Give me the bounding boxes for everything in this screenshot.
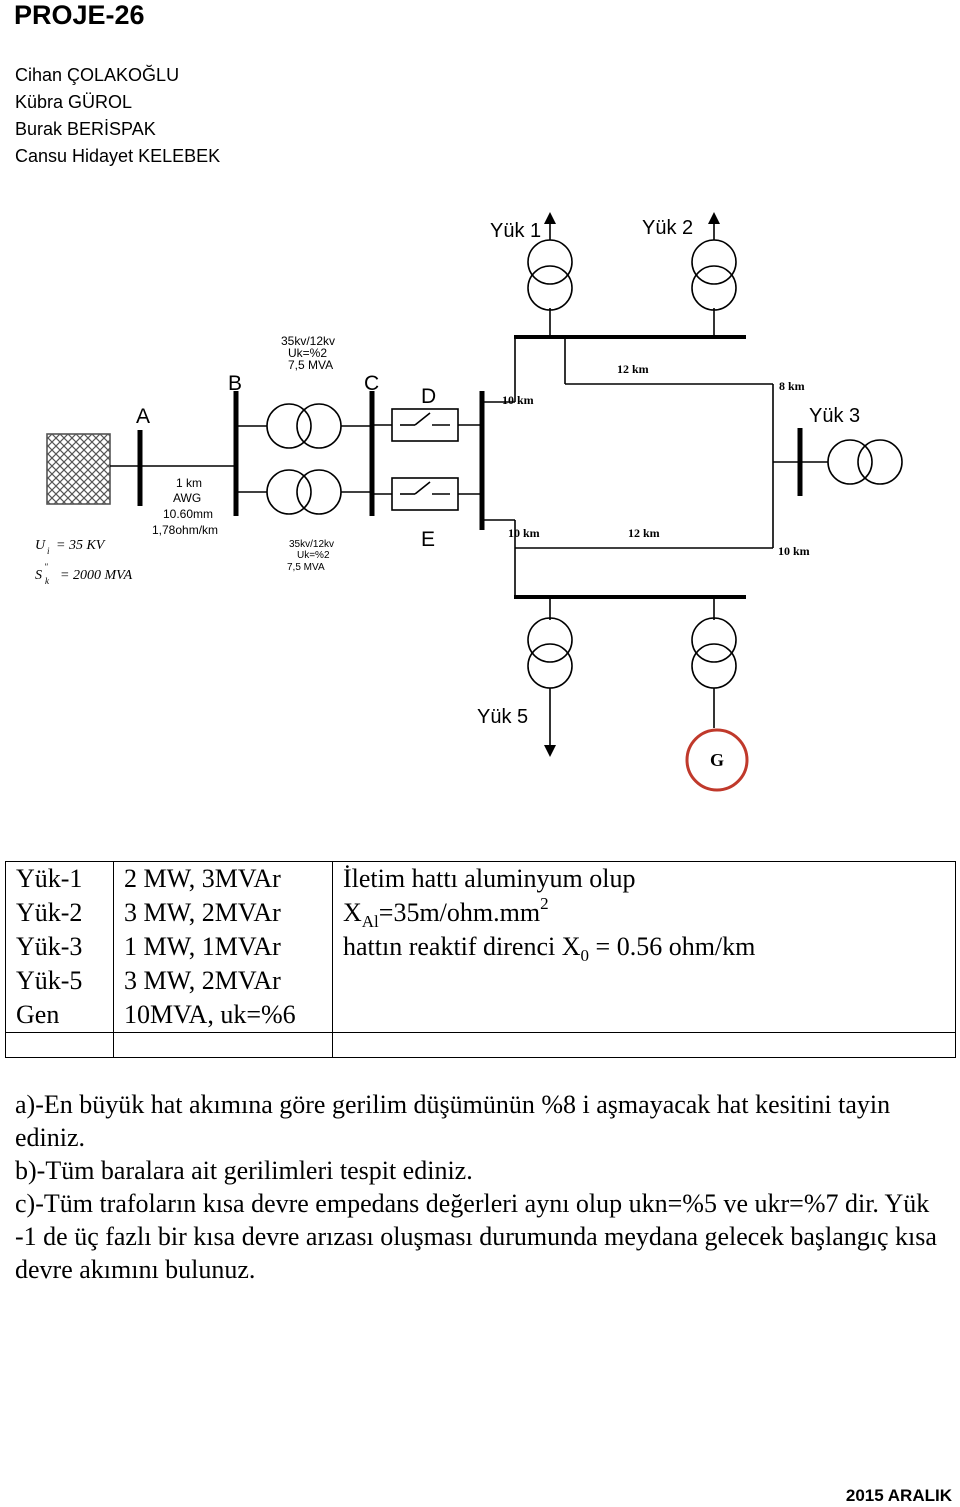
distance-label: 10 km (778, 544, 810, 558)
question-c: c)-Tüm trafoların kısa devre empedans değerleri aynı olup ukn=%5 ve ukr=%7 dir. Yük -1 de üç fazlı bir kısa devre arızası oluşması durumunda meydana gelecek başlangıç kısa devre akımını bulunuz. (15, 1189, 937, 1284)
note-line: İletim hattı aluminyum olup (343, 864, 636, 893)
note-line: hattın reaktif direnci $X_0 = 0.56$ ohm/km (343, 932, 756, 965)
source-power-sub: k (45, 576, 49, 586)
load-label-yuk5: Yük 5 (477, 706, 529, 728)
line-ab-diameter: 10.60mm (163, 507, 214, 521)
footer-date: 2015 ARALIK (845, 1486, 952, 1505)
trafo-top-power: 7,5 MVA (288, 358, 334, 372)
line-ab-length: 1 km (176, 476, 203, 490)
load-value-column (114, 862, 333, 1033)
trafo-bottom-power: 7,5 MVA (287, 562, 325, 573)
trafo-top-uk: Uk=%2 (288, 346, 328, 360)
load-value: 3 MW, 2MVAr (124, 966, 281, 995)
bus-label-b: B (228, 372, 243, 395)
line-note (333, 862, 956, 1033)
load-name: Yük-5 (16, 966, 83, 995)
bus-label-e: E (421, 528, 436, 551)
load-label-yuk1: Yük 1 (490, 220, 542, 242)
source-power-sup: " (44, 562, 48, 572)
load-value: 2 MW, 3MVAr (124, 864, 281, 893)
line-ab-resistance: 1,78ohm/km (152, 523, 219, 537)
generator-label: G (709, 750, 725, 770)
distance-label: 12 km (628, 526, 660, 540)
arrow-icon (544, 745, 556, 757)
distance-label: 10 km (502, 393, 534, 407)
single-line-diagram (0, 190, 960, 810)
load-name-column (6, 862, 114, 1033)
trafo-bottom-rating: 35kv/12kv (289, 539, 335, 550)
source-voltage-sub: i (47, 546, 50, 556)
transformer-yuk5 (528, 618, 572, 662)
question-b: b)-Tüm baralara ait gerilimleri tespit ediniz. (15, 1156, 473, 1185)
line-ab-type: AWG (173, 491, 202, 505)
source-power-value: = 2000 MVA (60, 568, 133, 583)
load-label-yuk2: Yük 2 (642, 217, 694, 239)
bus-label-a: A (136, 405, 151, 428)
author-name: Kübra GÜROL (15, 92, 133, 112)
bus-label-d: D (421, 385, 437, 408)
bus-label-c: C (364, 372, 380, 395)
transformer-yuk1 (528, 266, 572, 310)
trafo-top-rating: 35kv/12kv (281, 334, 336, 348)
page-title: PROJE-26 (14, 0, 145, 30)
author-name: Cansu Hidayet KELEBEK (15, 146, 221, 166)
author-name: Burak BERİSPAK (15, 119, 156, 139)
distance-label: 10 km (508, 526, 540, 540)
question-a: a)-En büyük hat akımına göre gerilim düşümünün %8 i aşmayacak hat kesitini tayin ediniz. (15, 1090, 891, 1152)
transformer-gen (692, 618, 736, 662)
load-value: 10MVA, uk=%6 (124, 1000, 296, 1029)
author-list (15, 62, 220, 170)
load-value: 1 MW, 1MVAr (124, 932, 281, 961)
empty-cell (114, 1033, 333, 1058)
author-name: Cihan ÇOLAKOĞLU (15, 65, 180, 85)
source-voltage-value: = 35 KV (56, 538, 105, 553)
data-table (5, 861, 956, 1058)
load-name: Yük-2 (16, 898, 83, 927)
empty-cell (6, 1033, 114, 1058)
load-label-yuk3: Yük 3 (809, 405, 861, 427)
grid-source (47, 434, 110, 504)
distance-label: 12 km (617, 362, 649, 376)
source-power-symbol: S (35, 568, 42, 583)
load-value: 3 MW, 2MVAr (124, 898, 281, 927)
questions (15, 1088, 950, 1286)
load-name: Gen (16, 1000, 60, 1029)
load-name: Yük-1 (16, 864, 83, 893)
arrow-icon (708, 212, 720, 224)
arrow-icon (544, 212, 556, 224)
trafo-bottom-uk: Uk=%2 (297, 550, 330, 561)
load-name: Yük-3 (16, 932, 83, 961)
source-voltage-symbol: U (35, 538, 46, 553)
transformer-yuk2 (692, 266, 736, 310)
empty-cell (333, 1033, 956, 1058)
distance-label: 8 km (779, 379, 805, 393)
note-line: $X_{Al}=35m/ohm.mm^2$ (343, 894, 549, 931)
